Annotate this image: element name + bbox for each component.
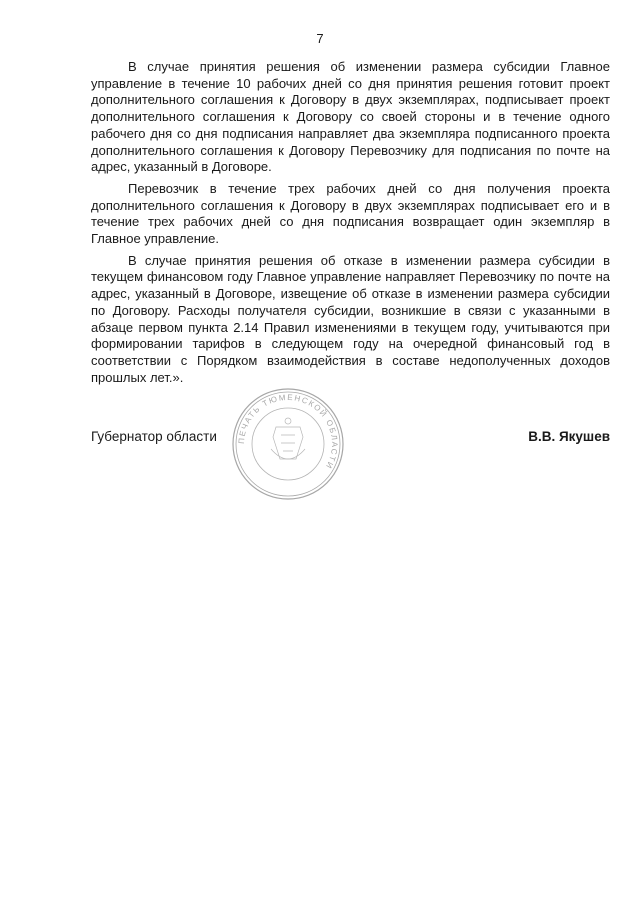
signature-block [91, 392, 610, 503]
seal-text: ПЕЧАТЬ ТЮМЕНСКОЙ ОБЛАСТИ [236, 392, 340, 471]
paragraph-carrier-signing: Перевозчик в течение трех рабочих дней со дня получения проекта дополнительного соглашения к Договору в двух экземплярах подписывает его и в течение трех рабочих дней со дня подписания возвращает один экземпляр в Главное управление. [91, 180, 610, 247]
signatory-title: Губернатор области [91, 429, 217, 444]
page-number: 7 [316, 31, 324, 46]
signatory-name: В.В. Якушев [528, 429, 610, 444]
paragraph-subsidy-change: В случае принятия решения об изменении размера субсидии Главное управление в течение 10 рабочих дней со дня принятия решения готовит проект дополнительного соглашения к Договору в двух экземплярах, подписывает проект дополнительного соглашения к Договору со своей стороны и в течение одного рабочего дня со дня подписания направляет два экземпляра подписанного проекта дополнительного соглашения к Договору Перевозчику для подписания по почте на адрес, указанный в Договоре. [91, 59, 610, 175]
document-body [91, 59, 610, 391]
paragraph-subsidy-refusal: В случае принятия решения об отказе в изменении размера субсидии в текущем финансовом году Главное управление направляет Перевозчику по почте на адрес, указанный в Договоре, извещение об отказе в изменении размера субсидии по Договору. Расходы получателя субсидии, возникшие в связи с указанными в абзаце первом пункта 2.14 Правил изменениями в текущем году, учитываются при формировании тарифов в следующем году на очередной финансовый год в соответствии с Порядком взаимодействия в составе недополученных доходов прошлых лет.». [91, 252, 610, 385]
official-seal-icon [231, 387, 345, 501]
